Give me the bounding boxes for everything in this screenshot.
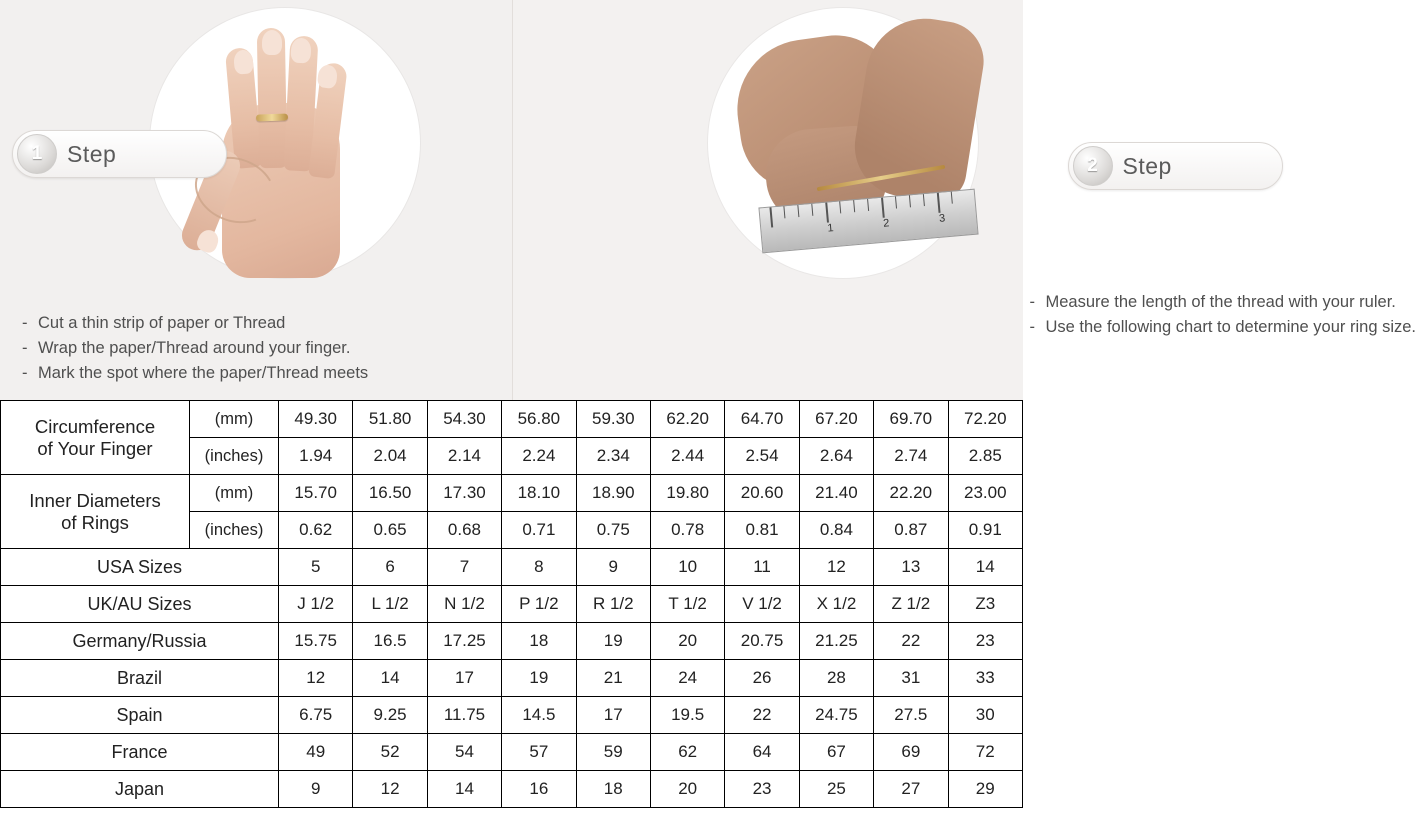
table-cell: 2.04 — [353, 438, 427, 475]
table-cell: 16.50 — [353, 475, 427, 512]
table-cell: 17.25 — [427, 623, 501, 660]
step-panel-2 — [512, 0, 1416, 400]
instruction-item: - Wrap the paper/Thread around your finger. — [22, 339, 351, 357]
row-label-france: France — [1, 734, 279, 771]
row-label-line2: of Your Finger — [37, 437, 153, 459]
table-cell: 0.71 — [502, 512, 576, 549]
table-cell: 12 — [799, 549, 873, 586]
table-cell: 11 — [725, 549, 799, 586]
row-label-usa-sizes: USA Sizes — [1, 549, 279, 586]
table-cell: 1.94 — [279, 438, 353, 475]
table-cell: 67.20 — [799, 401, 873, 438]
table-cell: 22 — [874, 623, 948, 660]
table-cell: 52 — [353, 734, 427, 771]
table-cell: 64 — [725, 734, 799, 771]
row-label-japan: Japan — [1, 771, 279, 808]
table-cell: P 1/2 — [502, 586, 576, 623]
table-cell: 19.5 — [650, 697, 724, 734]
row-label-line2: of Rings — [61, 511, 129, 533]
table-cell: 27.5 — [874, 697, 948, 734]
row-label-line1: Inner Diameters — [29, 489, 161, 511]
table-cell: 12 — [279, 660, 353, 697]
table-cell: 64.70 — [725, 401, 799, 438]
unit-cell: (inches) — [190, 512, 279, 549]
table-cell: 56.80 — [502, 401, 576, 438]
instruction-item: - Cut a thin strip of paper or Thread — [22, 314, 286, 332]
table-cell: 21.25 — [799, 623, 873, 660]
table-cell: 30 — [948, 697, 1022, 734]
table-cell: 49.30 — [279, 401, 353, 438]
table-cell: 9.25 — [353, 697, 427, 734]
table-cell: J 1/2 — [279, 586, 353, 623]
row-label-brazil: Brazil — [1, 660, 279, 697]
step-2-instructions — [1030, 290, 1416, 340]
table-row — [1, 401, 1023, 438]
table-cell: 17 — [427, 660, 501, 697]
table-cell: 9 — [279, 771, 353, 808]
table-cell: 21 — [576, 660, 650, 697]
table-cell: 23 — [725, 771, 799, 808]
table-cell: 14 — [948, 549, 1022, 586]
table-cell: T 1/2 — [650, 586, 724, 623]
table-cell: 2.64 — [799, 438, 873, 475]
table-cell: 0.65 — [353, 512, 427, 549]
table-cell: 20 — [650, 771, 724, 808]
step-number-1: 1 — [17, 134, 57, 174]
table-cell: 2.44 — [650, 438, 724, 475]
step-label-2: Step — [1122, 152, 1172, 179]
table-cell: 5 — [279, 549, 353, 586]
table-cell: 13 — [874, 549, 948, 586]
table-cell: 15.75 — [279, 623, 353, 660]
table-cell: R 1/2 — [576, 586, 650, 623]
table-cell: 0.91 — [948, 512, 1022, 549]
table-cell: 0.68 — [427, 512, 501, 549]
table-cell: 12 — [353, 771, 427, 808]
ruler-mark: 1 — [826, 222, 834, 235]
instruction-item: - Use the following chart to determine your ring size. — [1029, 318, 1416, 336]
table-cell: 33 — [948, 660, 1022, 697]
unit-cell: (mm) — [190, 401, 279, 438]
table-cell: N 1/2 — [427, 586, 501, 623]
table-cell: 25 — [799, 771, 873, 808]
ring-on-finger-icon — [256, 113, 288, 121]
table-cell: 0.62 — [279, 512, 353, 549]
table-cell: 72 — [948, 734, 1022, 771]
table-cell: 69 — [874, 734, 948, 771]
table-cell: 11.75 — [427, 697, 501, 734]
table-cell: Z3 — [948, 586, 1022, 623]
table-cell: 54 — [427, 734, 501, 771]
table-cell: 28 — [799, 660, 873, 697]
table-cell: 2.34 — [576, 438, 650, 475]
table-cell: 23 — [948, 623, 1022, 660]
table-row — [1, 734, 1023, 771]
table-cell: 22 — [725, 697, 799, 734]
table-cell: 59 — [576, 734, 650, 771]
table-cell: 49 — [279, 734, 353, 771]
row-label-inner-diameter — [1, 475, 190, 549]
table-cell: 17.30 — [427, 475, 501, 512]
instruction-text: Measure the length of the thread with your ruler. — [1045, 293, 1396, 311]
instruction-text: Wrap the paper/Thread around your finger. — [38, 339, 351, 357]
table-cell: 62.20 — [650, 401, 724, 438]
table-cell: Z 1/2 — [874, 586, 948, 623]
table-cell: 22.20 — [874, 475, 948, 512]
table-cell: V 1/2 — [725, 586, 799, 623]
unit-cell: (mm) — [190, 475, 279, 512]
table-cell: 14 — [427, 771, 501, 808]
table-cell: 0.87 — [874, 512, 948, 549]
table-cell: 2.24 — [502, 438, 576, 475]
table-cell: 2.14 — [427, 438, 501, 475]
table-row — [1, 475, 1023, 512]
table-cell: 7 — [427, 549, 501, 586]
table-cell: 26 — [725, 660, 799, 697]
table-cell: 0.84 — [799, 512, 873, 549]
step-label-1: Step — [67, 140, 117, 167]
table-cell: 18 — [502, 623, 576, 660]
table-cell: 21.40 — [799, 475, 873, 512]
step-badge-2 — [1068, 142, 1283, 190]
row-label-circumference — [1, 401, 190, 475]
instruction-text: Mark the spot where the paper/Thread meets — [38, 364, 369, 382]
table-row — [1, 586, 1023, 623]
unit-cell: (inches) — [190, 438, 279, 475]
steps-section — [0, 0, 1416, 400]
table-row — [1, 771, 1023, 808]
table-cell: 27 — [874, 771, 948, 808]
instruction-item: - Measure the length of the thread with your ruler. — [1029, 293, 1396, 311]
step-badge-1 — [12, 130, 227, 178]
table-cell: 0.75 — [576, 512, 650, 549]
table-cell: 69.70 — [874, 401, 948, 438]
table-row — [1, 697, 1023, 734]
table-cell: 24.75 — [799, 697, 873, 734]
table-cell: 6 — [353, 549, 427, 586]
table-cell: 17 — [576, 697, 650, 734]
table-row — [1, 623, 1023, 660]
table-cell: 23.00 — [948, 475, 1022, 512]
step-panel-1 — [0, 0, 512, 400]
table-cell: 14 — [353, 660, 427, 697]
table-cell: 72.20 — [948, 401, 1022, 438]
table-cell: 24 — [650, 660, 724, 697]
table-cell: 0.78 — [650, 512, 724, 549]
ring-size-table — [0, 400, 1023, 808]
table-cell: 8 — [502, 549, 576, 586]
table-cell: 14.5 — [502, 697, 576, 734]
table-cell: 31 — [874, 660, 948, 697]
table-cell: 16 — [502, 771, 576, 808]
table-cell: 6.75 — [279, 697, 353, 734]
step-1-instructions — [22, 311, 368, 386]
table-cell: 20.60 — [725, 475, 799, 512]
instruction-text: Cut a thin strip of paper or Thread — [38, 314, 286, 332]
table-cell: L 1/2 — [353, 586, 427, 623]
table-row — [1, 549, 1023, 586]
table-cell: 19.80 — [650, 475, 724, 512]
table-cell: 2.54 — [725, 438, 799, 475]
row-label-spain: Spain — [1, 697, 279, 734]
table-cell: 62 — [650, 734, 724, 771]
thread-and-ruler-photo — [708, 8, 978, 278]
table-cell: 2.74 — [874, 438, 948, 475]
row-label-uk-au-sizes: UK/AU Sizes — [1, 586, 279, 623]
table-cell: 51.80 — [353, 401, 427, 438]
table-cell: 29 — [948, 771, 1022, 808]
step-number-2: 2 — [1073, 146, 1113, 186]
table-cell: 57 — [502, 734, 576, 771]
table-cell: 19 — [502, 660, 576, 697]
table-cell: 20.75 — [725, 623, 799, 660]
table-cell: 0.81 — [725, 512, 799, 549]
table-cell: 18.90 — [576, 475, 650, 512]
table-cell: 15.70 — [279, 475, 353, 512]
instruction-item: - Mark the spot where the paper/Thread meets — [22, 364, 369, 382]
table-cell: 18 — [576, 771, 650, 808]
table-cell: 18.10 — [502, 475, 576, 512]
table-cell: 10 — [650, 549, 724, 586]
table-cell: 59.30 — [576, 401, 650, 438]
table-cell: 9 — [576, 549, 650, 586]
ruler-mark: 2 — [882, 217, 890, 230]
ruler-mark: 3 — [938, 212, 946, 225]
table-cell: 2.85 — [948, 438, 1022, 475]
table-cell: 54.30 — [427, 401, 501, 438]
table-row — [1, 660, 1023, 697]
row-label-line1: Circumference — [34, 415, 156, 437]
row-label-germany-russia: Germany/Russia — [1, 623, 279, 660]
table-cell: 16.5 — [353, 623, 427, 660]
table-cell: 67 — [799, 734, 873, 771]
table-cell: 20 — [650, 623, 724, 660]
table-cell: 19 — [576, 623, 650, 660]
table-cell: X 1/2 — [799, 586, 873, 623]
instruction-text: Use the following chart to determine your ring size. — [1045, 318, 1416, 336]
